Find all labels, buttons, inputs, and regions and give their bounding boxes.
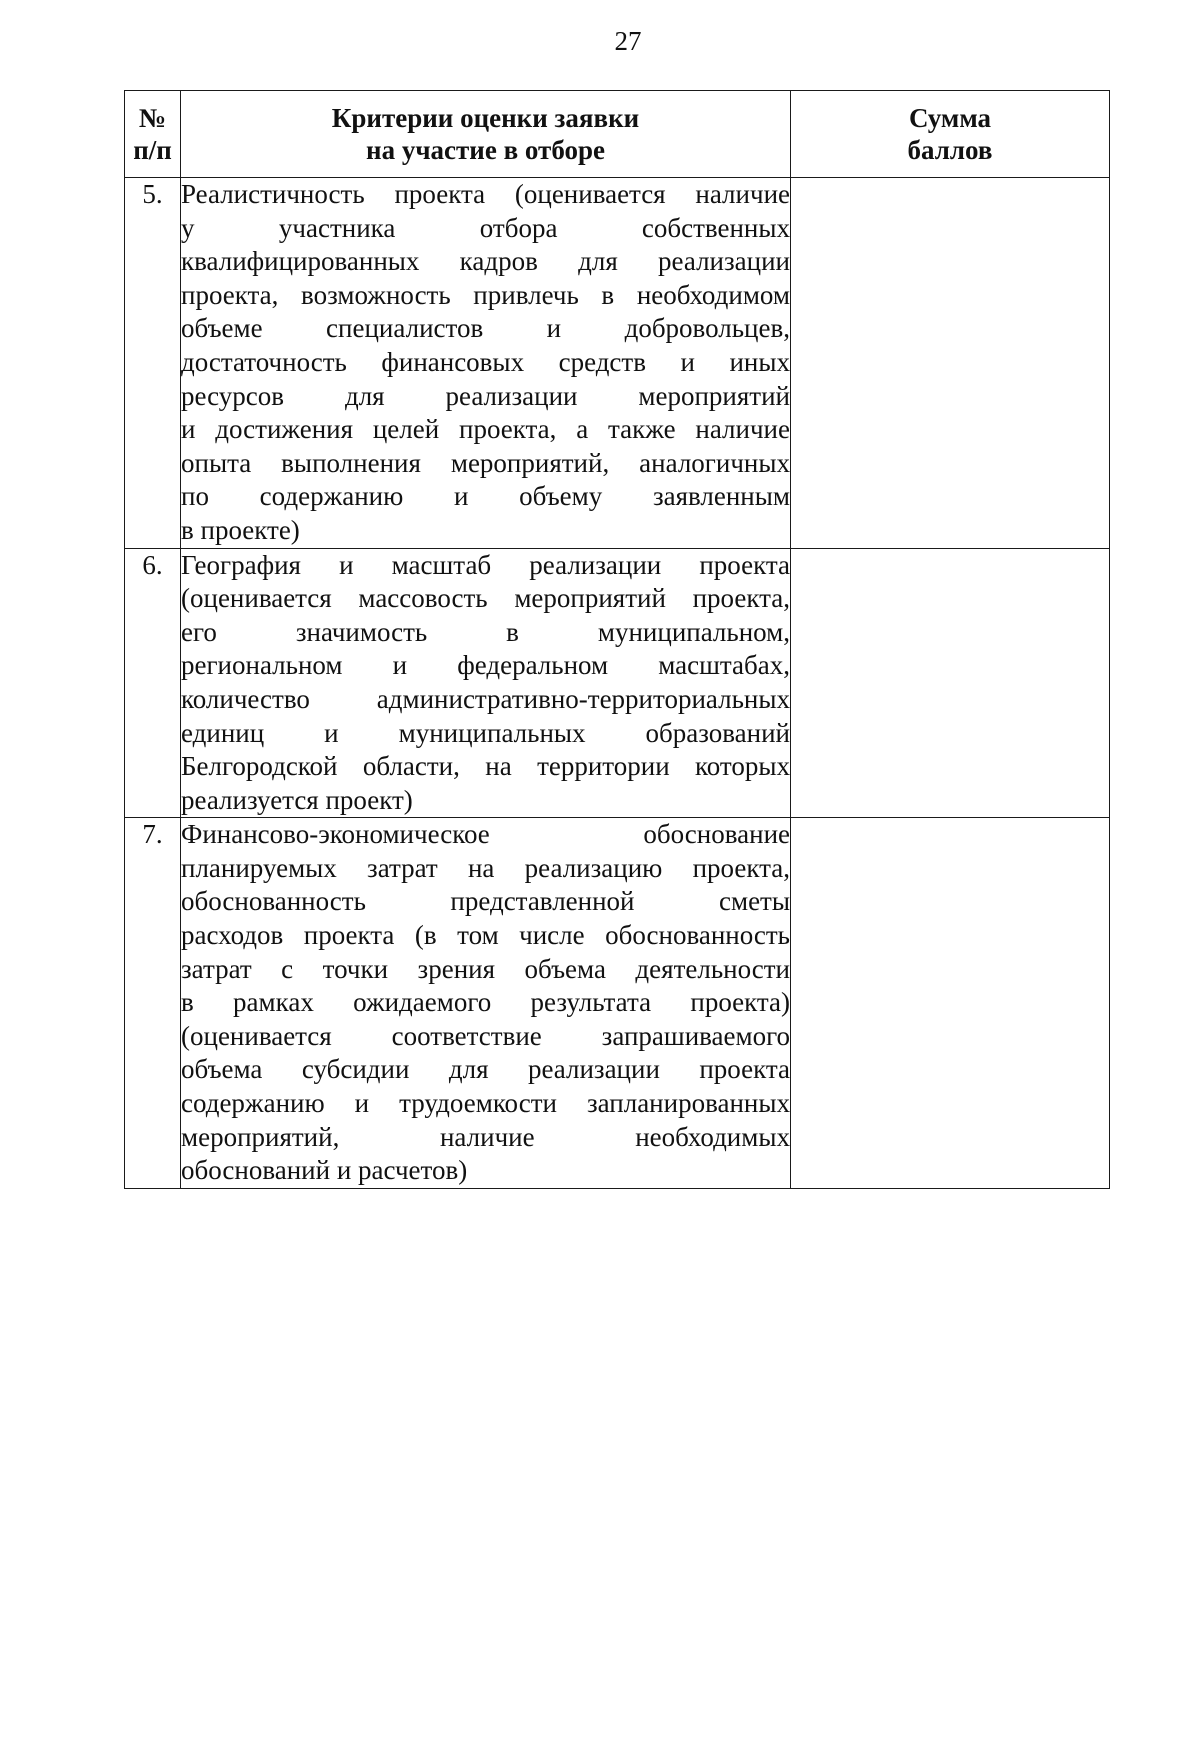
- criterion-line: объеме специалистов и добровольцев,: [181, 313, 790, 344]
- criterion-line: в проекте): [181, 514, 300, 545]
- page-number: 27: [614, 26, 642, 56]
- criterion-text: [181, 178, 791, 549]
- criterion-line: планируемых затрат на реализацию проекта,: [181, 852, 790, 883]
- table-row: [125, 178, 1110, 549]
- criterion-line: реализуется проект): [181, 784, 413, 815]
- criterion-line: (оценивается соответствие запрашиваемого: [181, 1020, 790, 1051]
- criterion-line: количество административно-территориальных: [181, 683, 790, 714]
- header-number-line: п/п: [133, 135, 172, 165]
- criterion-line: ресурсов для реализации мероприятий: [181, 380, 790, 411]
- criterion-line: региональном и федеральном масштабах,: [181, 650, 790, 681]
- criterion-line: единиц и муниципальных образований: [181, 717, 790, 748]
- header-sum-line: Сумма: [908, 103, 992, 133]
- criterion-line: по содержанию и объему заявленным: [181, 481, 790, 512]
- criterion-line: обоснованность представленной сметы: [181, 886, 790, 917]
- criterion-line: Финансово-экономическое обоснование: [181, 819, 790, 850]
- criterion-line: в рамках ожидаемого результата проекта): [181, 987, 790, 1018]
- criterion-line: содержанию и трудоемкости запланированных: [181, 1088, 790, 1119]
- header-criteria: [181, 91, 791, 178]
- criterion-line: объема субсидии для реализации проекта: [181, 1054, 790, 1085]
- criteria-table: [124, 90, 1110, 1189]
- header-criteria-line: Критерии оценки заявки: [331, 103, 640, 133]
- header-sum-line: баллов: [907, 135, 993, 165]
- criterion-line: Белгородской области, на территории которых: [181, 751, 790, 782]
- criterion-text: [181, 548, 791, 818]
- criterion-line: квалифицированных кадров для реализации: [181, 246, 790, 277]
- criterion-line: (оценивается массовость мероприятий проекта,: [181, 583, 790, 614]
- criterion-line: затрат с точки зрения объема деятельности: [181, 953, 790, 984]
- header-number-line: №: [138, 103, 167, 133]
- table-header-row: [125, 91, 1110, 178]
- table-row: [125, 548, 1110, 818]
- criterion-line: его значимость в муниципальном,: [181, 616, 790, 647]
- criterion-line: достаточность финансовых средств и иных: [181, 346, 790, 377]
- row-number: 6.: [125, 548, 181, 818]
- table-row: [125, 818, 1110, 1189]
- score-cell[interactable]: [791, 548, 1110, 818]
- criterion-line: и достижения целей проекта, а также наличие: [181, 414, 790, 445]
- criterion-line: расходов проекта (в том числе обоснованность: [181, 920, 790, 951]
- criterion-line: География и масштаб реализации проекта: [181, 549, 790, 580]
- criterion-line: обоснований и расчетов): [181, 1155, 468, 1186]
- header-criteria-line: на участие в отборе: [366, 135, 605, 165]
- criterion-text: [181, 818, 791, 1189]
- criterion-line: мероприятий, наличие необходимых: [181, 1121, 790, 1152]
- criterion-line: опыта выполнения мероприятий, аналогичных: [181, 447, 790, 478]
- header-sum: [791, 91, 1110, 178]
- score-cell[interactable]: [791, 818, 1110, 1189]
- criterion-line: у участника отбора собственных: [181, 212, 790, 243]
- criterion-line: проекта, возможность привлечь в необходимом: [181, 279, 790, 310]
- row-number: 5.: [125, 178, 181, 549]
- score-cell[interactable]: [791, 178, 1110, 549]
- criterion-line: Реалистичность проекта (оценивается наличие: [181, 179, 790, 209]
- header-number: [125, 91, 181, 178]
- row-number: 7.: [125, 818, 181, 1189]
